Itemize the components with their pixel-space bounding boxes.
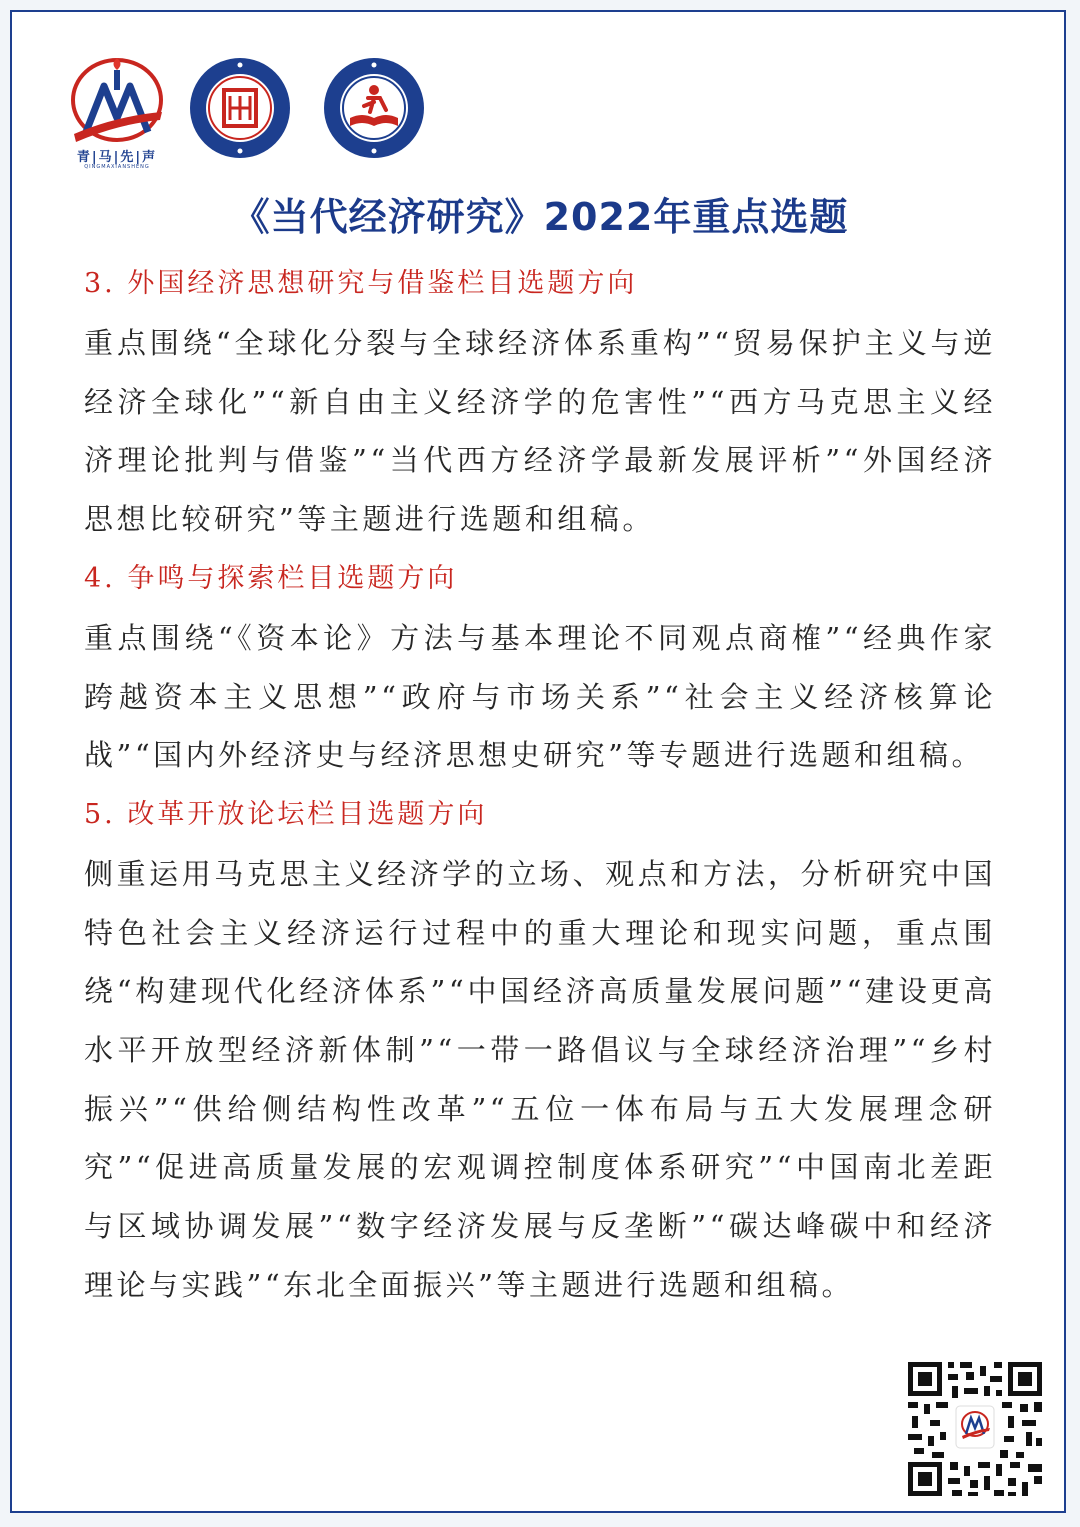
section-body-5: 侧重运用马克思主义经济学的立场、观点和方法，分析研究中国特色社会主义经济运行过程中的重大理论和现实问题，重点围绕“构建现代化经济体系”“中国经济高质量发展问题”“建设更高水平开放型经济新体制”“一带一路倡议与全球经济治理”“乡村振兴”“供给侧结构性改革”“五位一体布局与五大发展理念研究”“促进高质量发展的宏观调控制度体系研究”“中国南北差距与区域协调发展”“数字经济发展与反垄断”“碳达峰碳中和经济理论与实践”“东北全面振兴”等主题进行选题和组稿。 <box>84 856 996 1302</box>
section-body-4: 重点围绕“《资本论》方法与基本理论不同观点商榷”“经典作家跨越资本主义思想”“政府与市场关系”“社会主义经济核算论战”“国内外经济史与经济思想史研究”等专题进行选题和组稿。 <box>84 620 996 773</box>
political-youth-voice-logo <box>188 56 292 160</box>
qr-code[interactable] <box>904 1358 1046 1500</box>
logo3-ring-text <box>322 168 426 169</box>
section-heading-5: 5. 改革开放论坛栏目选题方向 <box>84 798 488 830</box>
page-title: 《当代经济研究》2022年重点选题 <box>231 195 849 239</box>
article-body <box>84 262 996 1315</box>
section-heading-3: 3. 外国经济思想研究与借鉴栏目选题方向 <box>84 268 638 299</box>
section-heading-4: 4. 争鸣与探索栏目选题方向 <box>84 562 458 594</box>
brand-name: 青|马|先|声 <box>76 150 158 165</box>
qingmaxiansheng-logo <box>66 56 168 176</box>
trier-marxist-youth-logo <box>322 56 426 160</box>
section-body-3: 重点围绕“全球化分裂与全球经济体系重构”“贸易保护主义与逆经济全球化”“新自由主义经济学的危害性”“西方马克思主义经济理论批判与借鉴”“当代西方经济学最新发展评析”“外国经济思想比较研究”等主题进行选题和组稿。 <box>84 326 996 537</box>
brand-subtitle: QINGMAXIANSHENG <box>84 164 150 170</box>
logo2-ring-text <box>188 168 292 169</box>
